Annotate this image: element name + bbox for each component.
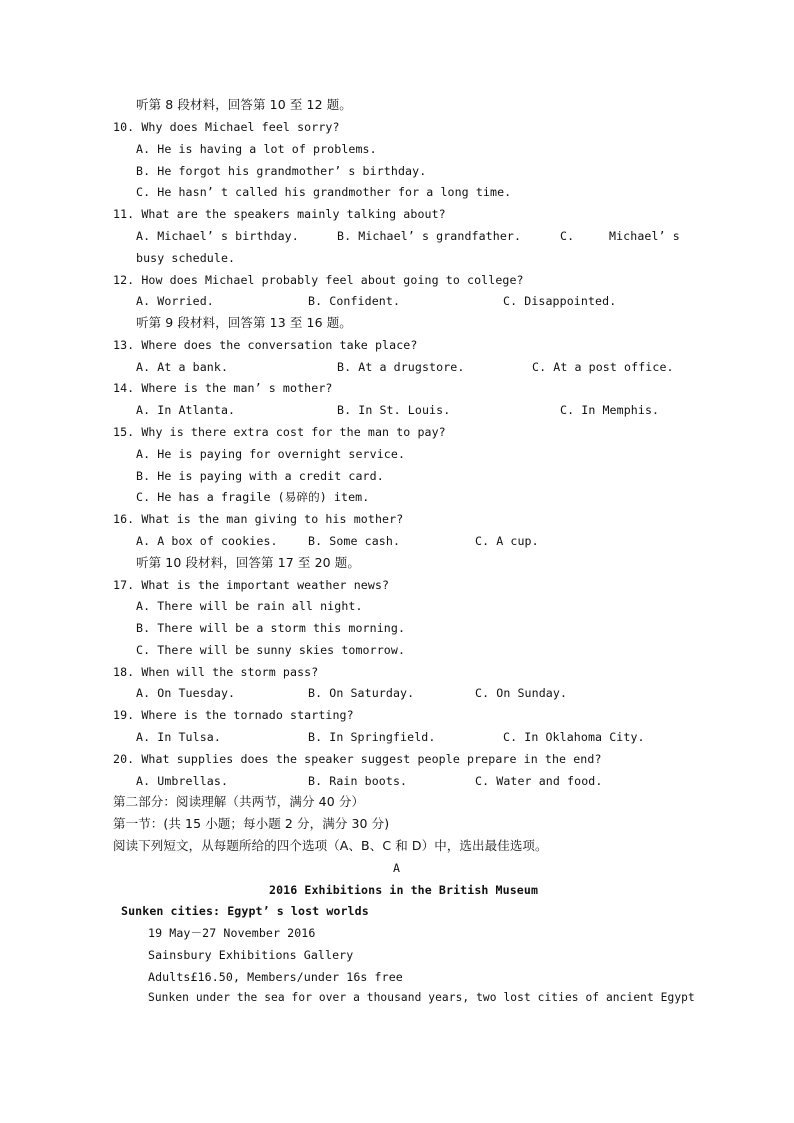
section-8-instruction: 听第 8 段材料，回答第 10 至 12 题。 [136,97,352,112]
question-13: 13. Where does the conversation take place? [113,338,418,352]
section-10-instruction: 听第 10 段材料，回答第 17 至 20 题。 [136,555,360,570]
q19-option-c: C. In Oklahoma City. [503,730,645,744]
q14-option-b: B. In St. Louis. [337,403,451,417]
question-19: 19. Where is the tornado starting? [113,708,354,722]
q11-option-b: B. Michael’ s grandfather. [337,229,522,243]
q12-option-b: B. Confident. [308,294,401,308]
q18-option-a: A. On Tuesday. [136,686,236,700]
q10-option-a: A. He is having a lot of problems. [136,142,377,156]
q13-option-a: A. At a bank. [136,360,229,374]
q16-option-c: C. A cup. [475,534,539,548]
exhibition-price: Adults£16.50, Members/under 16s free [148,970,403,984]
q11-option-a: A. Michael’ s birthday. [136,229,299,243]
q20-option-c: C. Water and food. [475,774,603,788]
q13-option-b: B. At a drugstore. [337,360,465,374]
q14-option-c: C. In Memphis. [560,403,660,417]
q15-option-a: A. He is paying for overnight service. [136,447,406,461]
q17-option-c: C. There will be sunny skies tomorrow. [136,643,406,657]
question-16: 16. What is the man giving to his mother? [113,512,404,526]
question-15: 15. Why is there extra cost for the man to pay? [113,425,446,439]
q12-option-a: A. Worried. [136,294,214,308]
q18-option-c: C. On Sunday. [475,686,568,700]
q19-option-a: A. In Tulsa. [136,730,221,744]
question-18: 18. When will the storm pass? [113,665,319,679]
q13-option-c: C. At a post office. [532,360,674,374]
q11-option-c-text: Michael’ s [609,229,680,243]
q17-option-b: B. There will be a storm this morning. [136,621,406,635]
q19-option-b: B. In Springfield. [308,730,436,744]
q14-option-a: A. In Atlanta. [136,403,236,417]
question-10: 10. Why does Michael feel sorry? [113,120,340,134]
passage-letter: A [393,861,401,875]
q15-option-b: B. He is paying with a credit card. [136,469,384,483]
q11-option-c-label: C. [560,229,575,243]
q20-option-b: B. Rain boots. [308,774,408,788]
q10-option-c: C. He hasn’ t called his grandmother for a long time. [136,185,512,199]
question-14: 14. Where is the man’ s mother? [113,381,333,395]
exhibition-dates: 19 May－27 November 2016 [148,926,316,940]
question-11: 11. What are the speakers mainly talking about? [113,207,446,221]
q12-option-c: C. Disappointed. [503,294,617,308]
q20-option-a: A. Umbrellas. [136,774,229,788]
section-9-instruction: 听第 9 段材料，回答第 13 至 16 题。 [136,315,352,330]
question-17: 17. What is the important weather news? [113,578,390,592]
q16-option-b: B. Some cash. [308,534,401,548]
exhibition-title: Sunken cities: Egypt’ s lost worlds [121,904,369,918]
passage-title: 2016 Exhibitions in the British Museum [269,883,539,897]
reading-instruction: 阅读下列短文，从每题所给的四个选项（A、B、C 和 D）中，选出最佳选项。 [113,838,548,853]
question-20: 20. What supplies does the speaker suggest people prepare in the end? [113,752,602,766]
exhibition-description: Sunken under the sea for over a thousand years, two lost cities of ancient Egypt [148,991,695,1004]
q11-option-c-continued: busy schedule. [136,251,236,265]
q17-option-a: A. There will be rain all night. [136,599,363,613]
exhibition-gallery: Sainsbury Exhibitions Gallery [148,948,354,962]
q16-option-a: A. A box of cookies. [136,534,278,548]
question-12: 12. How does Michael probably feel about going to college? [113,273,524,287]
part-2-heading: 第二部分：阅读理解（共两节，满分 40 分） [113,794,365,809]
section-1-heading: 第一节：(共 15 小题；每小题 2 分，满分 30 分) [113,816,390,831]
q15-option-c: C. He has a fragile (易碎的) item. [136,490,370,504]
q10-option-b: B. He forgot his grandmother’ s birthday. [136,164,427,178]
q18-option-b: B. On Saturday. [308,686,415,700]
